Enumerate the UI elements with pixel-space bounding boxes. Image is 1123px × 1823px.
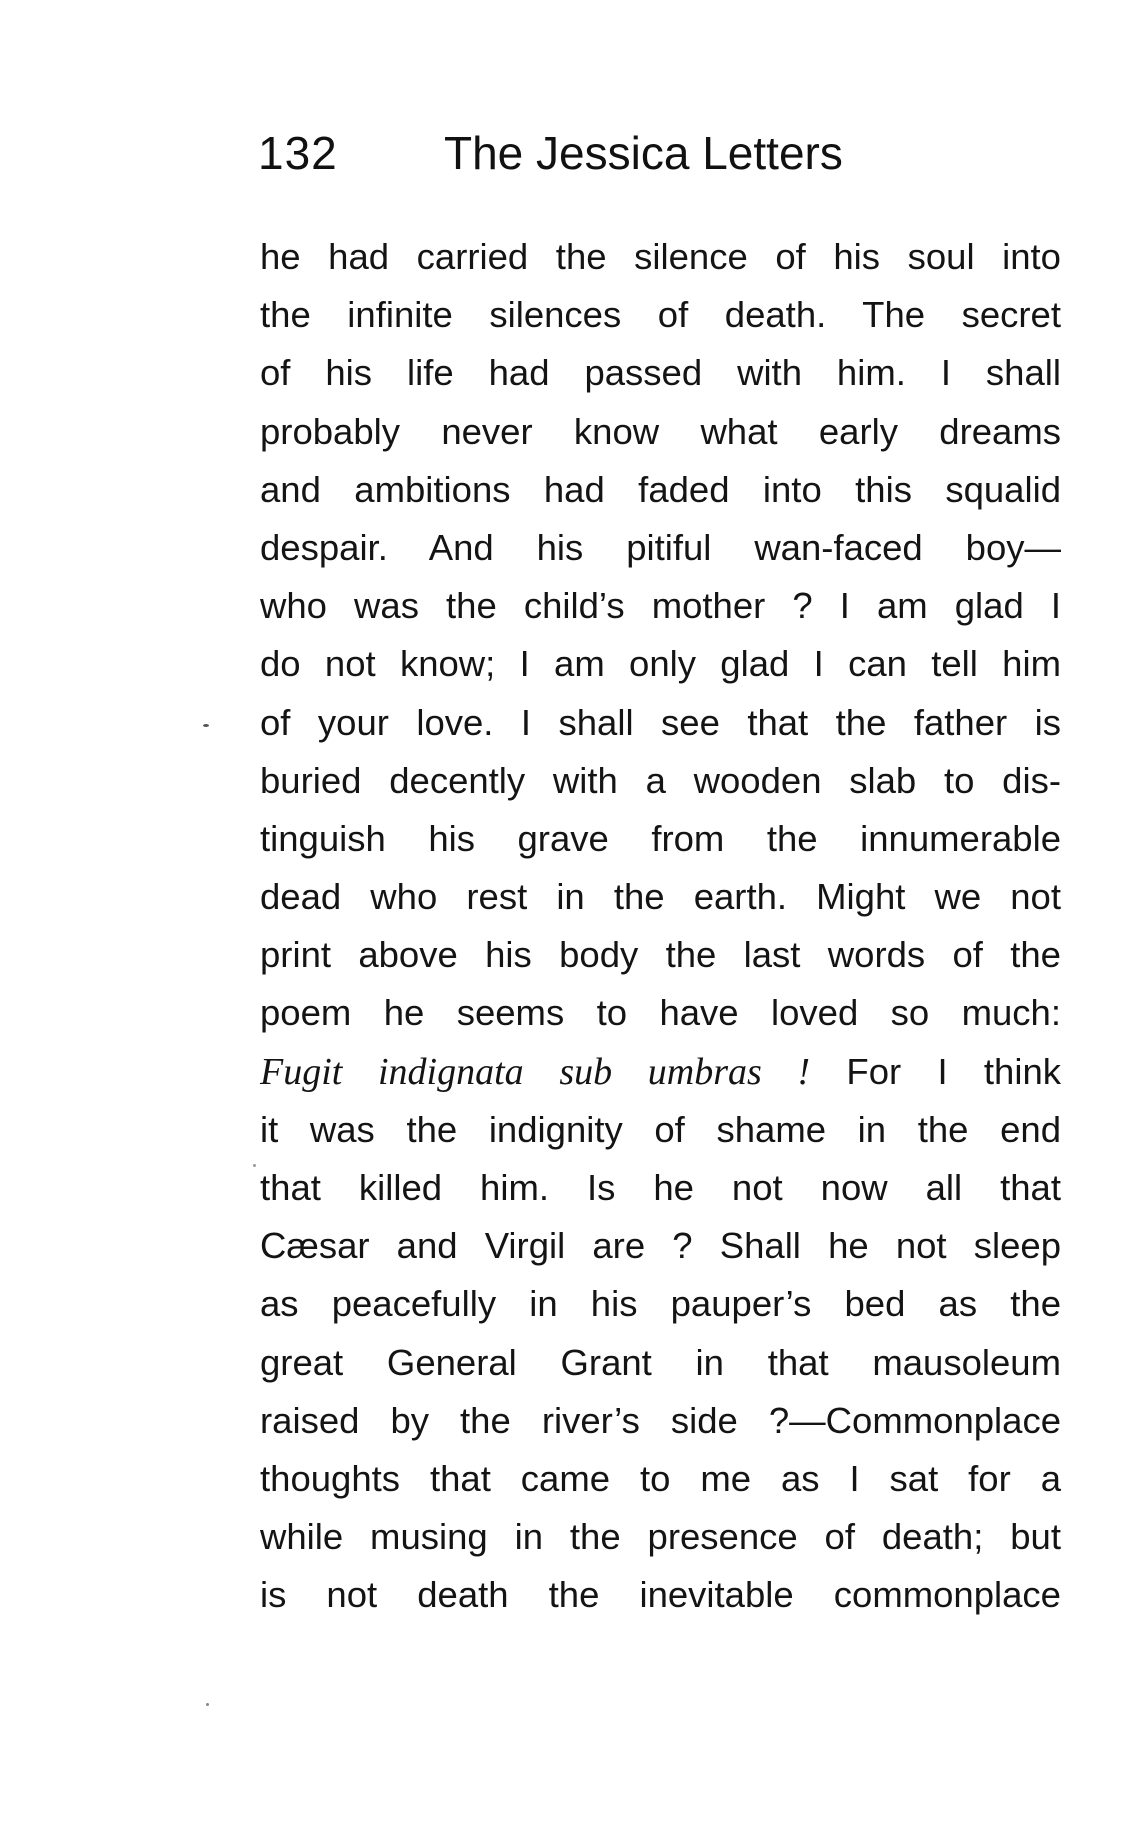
text-line: raised by the river’s side ?—Commonplace: [260, 1399, 1061, 1441]
running-header: [258, 118, 1058, 188]
text-line: dead who rest in the earth. Might we not: [260, 876, 1061, 918]
text-line: poem he seems to have loved so much:: [260, 992, 1061, 1034]
text-line: while musing in the presence of death; but: [260, 1516, 1061, 1558]
text-line: it was the indignity of shame in the end: [260, 1108, 1061, 1150]
text-line: thoughts that came to me as I sat for a: [260, 1457, 1061, 1499]
scan-speck: [253, 1164, 256, 1167]
running-title: The Jessica Letters: [444, 127, 843, 179]
text-line-rest: For I think: [846, 1050, 1061, 1092]
text-line: as peacefully in his pauper’s bed as the: [260, 1283, 1061, 1325]
body-text: [260, 228, 1061, 1625]
text-line: despair. And his pitiful wan-faced boy—: [260, 526, 1061, 568]
text-line: of his life had passed with him. I shall: [260, 352, 1061, 394]
scan-speck: [206, 1703, 209, 1706]
text-line: of your love. I shall see that the father is: [260, 701, 1061, 743]
text-line: he had carried the silence of his soul into: [260, 236, 1061, 277]
scan-speck: [203, 724, 209, 727]
text-line: probably never know what early dreams: [260, 410, 1061, 452]
text-line-latin-quote: [260, 1043, 1061, 1101]
text-line: is not death the inevitable commonplace: [260, 1574, 1061, 1616]
text-line: who was the child’s mother ? I am glad I: [260, 585, 1061, 627]
text-line: buried decently with a wooden slab to dis-: [260, 759, 1061, 801]
text-line: print above his body the last words of the: [260, 934, 1061, 976]
latin-quote: Fugit indignata sub umbras !: [260, 1050, 811, 1093]
text-line: and ambitions had faded into this squalid: [260, 468, 1061, 510]
text-line: the infinite silences of death. The secret: [260, 294, 1061, 336]
text-line: great General Grant in that mausoleum: [260, 1341, 1061, 1383]
page-number: 132: [258, 127, 338, 179]
text-line: Cæsar and Virgil are ? Shall he not sleep: [260, 1225, 1061, 1267]
text-line: that killed him. Is he not now all that: [260, 1167, 1061, 1208]
text-line: do not know; I am only glad I can tell him: [260, 643, 1061, 685]
text-line: tinguish his grave from the innumerable: [260, 817, 1061, 859]
